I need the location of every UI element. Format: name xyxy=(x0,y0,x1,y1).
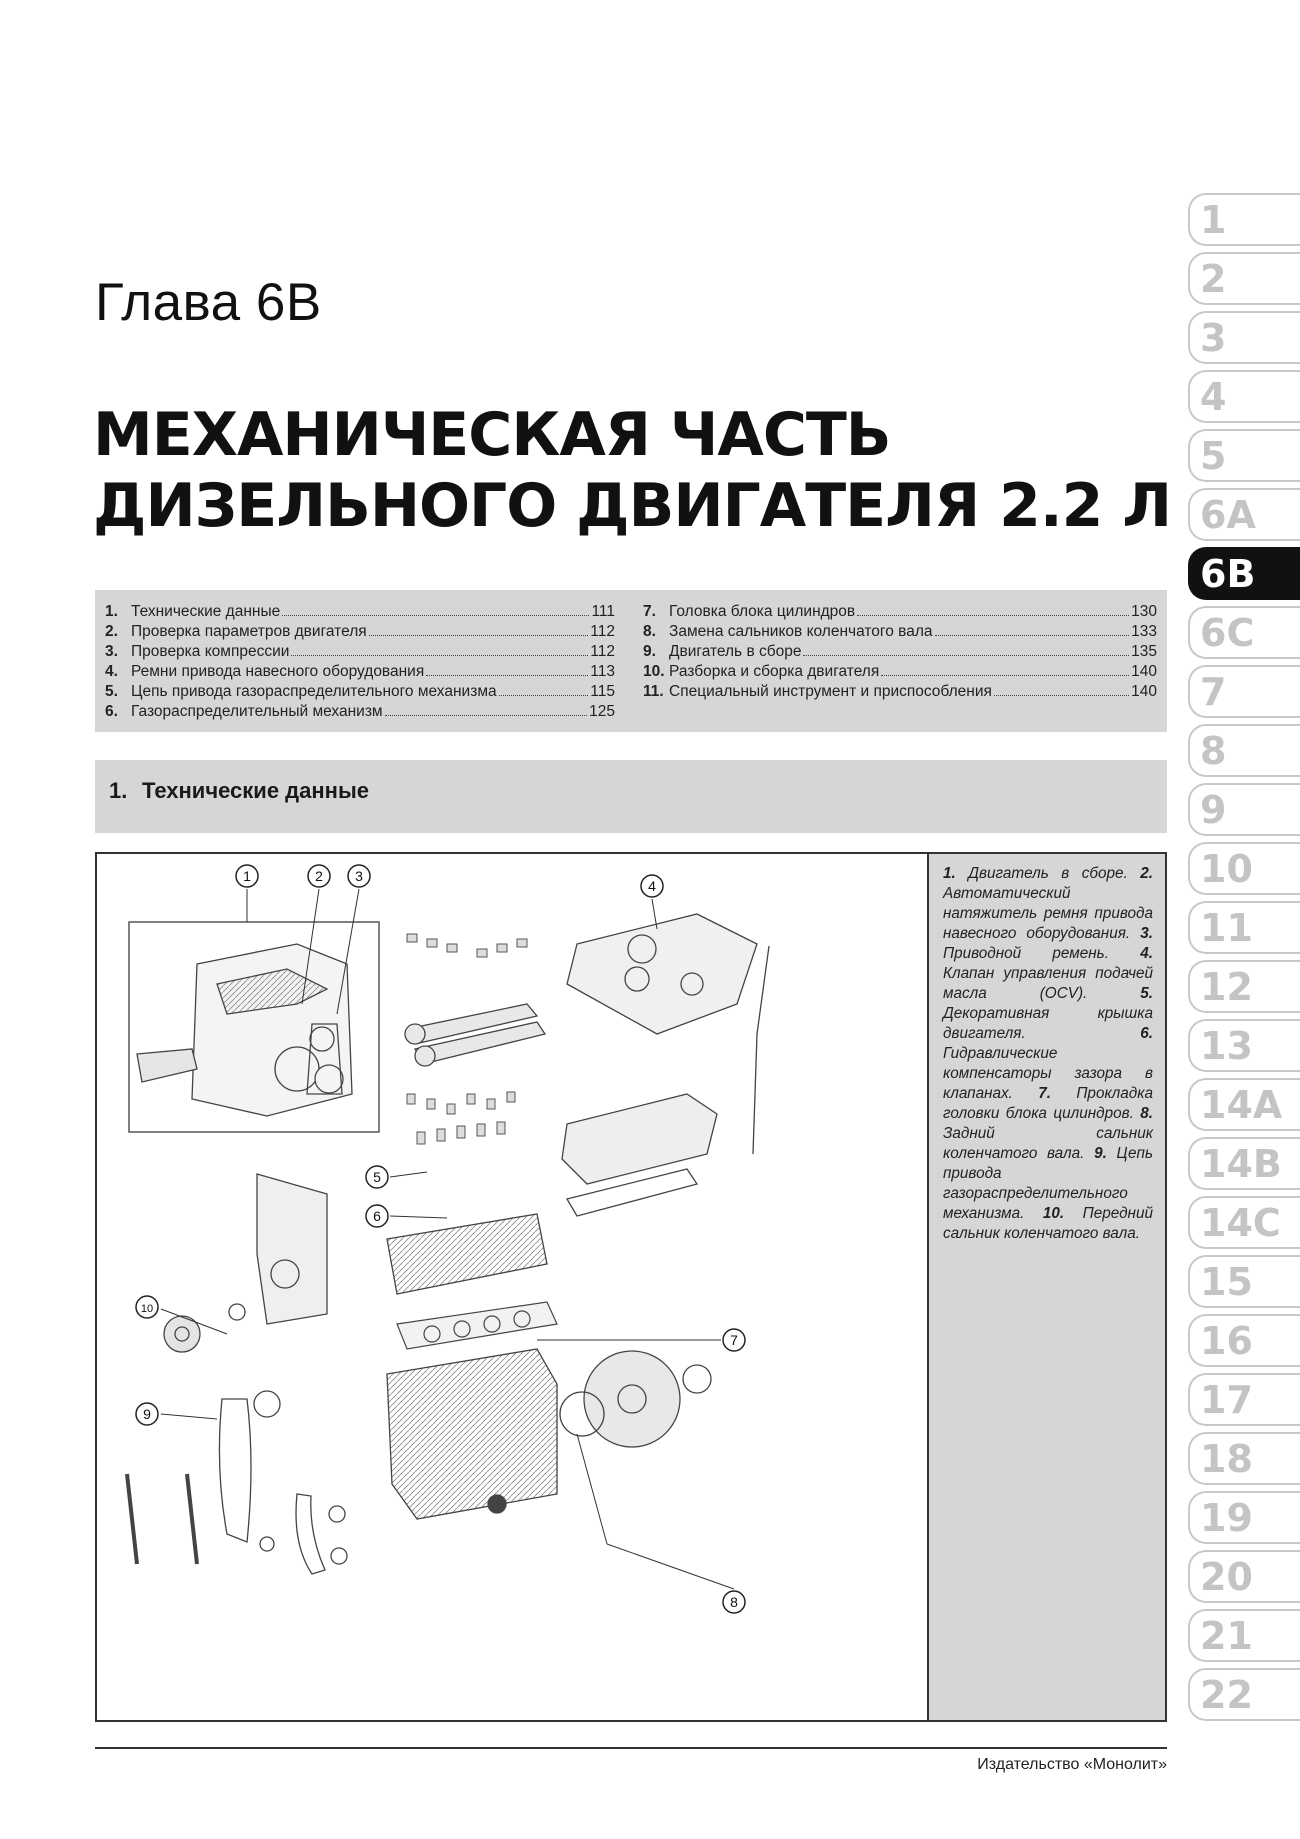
tab-label: 8 xyxy=(1200,729,1227,773)
toc-leader-dots xyxy=(935,635,1130,636)
tab-label: 15 xyxy=(1200,1260,1253,1304)
chapter-tab-13[interactable] xyxy=(1188,1016,1300,1075)
figure-caption xyxy=(927,854,1165,1720)
tab-label: 9 xyxy=(1200,788,1227,832)
toc-entry[interactable] xyxy=(105,622,615,642)
toc-entry-page: 135 xyxy=(1131,643,1157,660)
callout-2 xyxy=(308,865,330,887)
tab-label: 6A xyxy=(1200,493,1256,537)
chapter-tab-6a[interactable] xyxy=(1188,485,1300,544)
caption-item-number: 2. xyxy=(1140,865,1153,882)
toc-column-right xyxy=(643,602,1157,702)
toc-leader-dots xyxy=(994,695,1129,696)
tab-label: 19 xyxy=(1200,1496,1253,1540)
chapter-tab-7[interactable] xyxy=(1188,662,1300,721)
toc-entry[interactable] xyxy=(105,662,615,682)
toc-entry-page: 140 xyxy=(1131,663,1157,680)
toc-entry[interactable] xyxy=(643,642,1157,662)
callout-7 xyxy=(723,1329,745,1351)
toc-entry-title: Проверка компрессии xyxy=(131,643,290,660)
toc-entry-title: Двигатель в сборе xyxy=(669,643,802,660)
callout-label: 2 xyxy=(315,868,323,884)
tab-label: 17 xyxy=(1200,1378,1253,1422)
tab-label: 20 xyxy=(1200,1555,1253,1599)
toc-leader-dots xyxy=(369,635,589,636)
tab-label: 12 xyxy=(1200,965,1253,1009)
caption-item-number: 3. xyxy=(1140,925,1153,942)
chapter-tab-14b[interactable] xyxy=(1188,1134,1300,1193)
toc-leader-dots xyxy=(291,655,588,656)
toc-entry-title: Разборка и сборка двигателя xyxy=(669,663,880,680)
callout-label: 5 xyxy=(373,1169,381,1185)
flywheel-drawing xyxy=(560,1351,711,1447)
callout-6 xyxy=(366,1205,388,1227)
tab-label: 10 xyxy=(1200,847,1253,891)
toc-column-left xyxy=(105,602,615,722)
caption-item-text: Клапан управления подачей масла (OCV). xyxy=(943,965,1153,1002)
callout-8 xyxy=(723,1591,745,1613)
toc-leader-dots xyxy=(881,675,1129,676)
tab-label: 5 xyxy=(1200,434,1227,478)
toc-entry-page: 140 xyxy=(1131,683,1157,700)
chapter-tab-17[interactable] xyxy=(1188,1370,1300,1429)
toc-leader-dots xyxy=(803,655,1129,656)
tab-label: 3 xyxy=(1200,316,1227,360)
caption-item-text: Приводной ремень. xyxy=(943,945,1141,962)
toc-entry[interactable] xyxy=(105,682,615,702)
engine-exploded-diagram xyxy=(97,854,927,1720)
toc-entry-title: Технические данные xyxy=(131,603,281,620)
toc-entry-number: 5. xyxy=(105,683,118,700)
toc-entry-number: 4. xyxy=(105,663,118,680)
toc-entry[interactable] xyxy=(643,602,1157,622)
toc-entry[interactable] xyxy=(643,682,1157,702)
toc-entry[interactable] xyxy=(105,702,615,722)
caption-item-number: 4. xyxy=(1140,945,1153,962)
toc-entry-page: 111 xyxy=(591,603,615,620)
caption-item-number: 10. xyxy=(1042,1205,1065,1222)
toc-entry-number: 10. xyxy=(643,663,665,680)
caption-item-number: 9. xyxy=(1094,1145,1107,1162)
chapter-tab-21[interactable] xyxy=(1188,1606,1300,1665)
toc-entry-page: 112 xyxy=(590,623,615,640)
toc-entry-page: 130 xyxy=(1131,603,1157,620)
engine-block-drawing xyxy=(387,1349,557,1519)
callout-label: 10 xyxy=(140,1303,154,1315)
caption-item-number: 8. xyxy=(1140,1105,1153,1122)
toc-entry-title: Проверка параметров двигателя xyxy=(131,623,367,640)
toc-entry-title: Специальный инструмент и приспособления xyxy=(669,683,992,700)
toc-leader-dots xyxy=(385,715,588,716)
table-of-contents xyxy=(95,590,1167,732)
caption-item-text: Задний сальник коленчатого вала. xyxy=(943,1125,1153,1162)
toc-entry-number: 9. xyxy=(643,643,656,660)
callout-1 xyxy=(236,865,258,887)
callout-9 xyxy=(136,1403,158,1425)
callout-4 xyxy=(641,875,663,897)
chapter-tab-4[interactable] xyxy=(1188,367,1300,426)
toc-entry-page: 112 xyxy=(590,643,615,660)
toc-leader-dots xyxy=(499,695,589,696)
toc-entry-number: 7. xyxy=(643,603,656,620)
chapter-tab-12[interactable] xyxy=(1188,957,1300,1016)
tab-label: 2 xyxy=(1200,257,1227,301)
toc-entry-page: 133 xyxy=(1131,623,1157,640)
head-gasket-drawing xyxy=(397,1302,557,1349)
caption-item-number: 1. xyxy=(943,865,956,882)
tab-label: 21 xyxy=(1200,1614,1253,1658)
tab-label: 7 xyxy=(1200,670,1227,714)
toc-entry-number: 6. xyxy=(105,703,118,720)
tab-label: 16 xyxy=(1200,1319,1253,1363)
toc-entry-page: 115 xyxy=(590,683,615,700)
callout-label: 9 xyxy=(143,1406,151,1422)
title-line-2: ДИЗЕЛЬНОГО ДВИГАТЕЛЯ 2.2 Л xyxy=(93,470,1172,541)
crank-pulley-drawing xyxy=(164,1304,245,1352)
caption-item-text: Автоматический натяжитель ремня привода навесного оборудования. xyxy=(943,885,1153,942)
section-number: 1. xyxy=(109,778,128,803)
callout-label: 4 xyxy=(648,878,656,894)
chapter-tab-8[interactable] xyxy=(1188,721,1300,780)
caption-item-number: 5. xyxy=(1140,985,1153,1002)
caption-item-text: Двигатель в сборе. xyxy=(955,865,1141,882)
chapter-tab-19[interactable] xyxy=(1188,1488,1300,1547)
toc-entry-number: 8. xyxy=(643,623,656,640)
callout-label: 7 xyxy=(730,1332,738,1348)
toc-entry-title: Головка блока цилиндров xyxy=(669,603,856,620)
timing-chain-drawing xyxy=(127,1391,347,1574)
toc-entry-page: 125 xyxy=(589,703,615,720)
tab-label: 1 xyxy=(1200,198,1227,242)
chapter-tab-9[interactable] xyxy=(1188,780,1300,839)
page-title xyxy=(93,400,1171,542)
chapter-tab-14a[interactable] xyxy=(1188,1075,1300,1134)
toc-entry[interactable] xyxy=(105,602,615,622)
toc-leader-dots xyxy=(857,615,1129,616)
chapter-tab-3[interactable] xyxy=(1188,308,1300,367)
toc-entry[interactable] xyxy=(105,642,615,662)
caption-item-text: Гидравлические компенсаторы зазора в клапанах. xyxy=(943,1045,1153,1102)
callout-label: 8 xyxy=(730,1594,738,1610)
tab-label: 11 xyxy=(1200,906,1253,950)
tab-label: 14C xyxy=(1200,1201,1281,1245)
toc-entry-number: 1. xyxy=(105,603,118,620)
tab-label: 14A xyxy=(1200,1083,1283,1127)
toc-entry[interactable] xyxy=(643,622,1157,642)
chapter-tab-18[interactable] xyxy=(1188,1429,1300,1488)
chapter-tab-14c[interactable] xyxy=(1188,1193,1300,1252)
caption-item-text: Декоративная крышка двигателя. xyxy=(943,1005,1153,1042)
chapter-tab-16[interactable] xyxy=(1188,1311,1300,1370)
chapter-tab-2[interactable] xyxy=(1188,249,1300,308)
toc-entry-title: Цепь привода газораспределительного механизма xyxy=(131,683,497,700)
chapter-tab-10[interactable] xyxy=(1188,839,1300,898)
chapter-tab-20[interactable] xyxy=(1188,1547,1300,1606)
engine-exploded-figure xyxy=(95,852,1167,1722)
toc-entry-title: Замена сальников коленчатого вала xyxy=(669,623,933,640)
cylinder-head-drawing xyxy=(387,1214,547,1294)
publisher-name: Издательство «Монолит» xyxy=(977,1756,1167,1773)
caption-item-text: Цепь привода газораспределительного механизма. xyxy=(943,1145,1153,1222)
toc-leader-dots xyxy=(426,675,588,676)
toc-entry-number: 11. xyxy=(643,683,664,700)
chapter-tabs xyxy=(1188,190,1300,1724)
chapter-tab-15[interactable] xyxy=(1188,1252,1300,1311)
callout-3 xyxy=(348,865,370,887)
callout-label: 6 xyxy=(373,1208,381,1224)
engine-assembly-drawing xyxy=(137,944,352,1116)
toc-entry-number: 3. xyxy=(105,643,118,660)
tab-label: 22 xyxy=(1200,1673,1253,1717)
tab-label: 6B xyxy=(1200,552,1256,596)
section-title: Технические данные xyxy=(142,778,369,803)
callout-5 xyxy=(366,1166,388,1188)
tab-label: 6C xyxy=(1200,611,1255,655)
chapter-tab-1[interactable] xyxy=(1188,190,1300,249)
title-line-1: МЕХАНИЧЕСКАЯ ЧАСТЬ xyxy=(93,400,891,470)
toc-entry-title: Газораспределительный механизм xyxy=(131,703,383,720)
callout-label: 1 xyxy=(243,868,251,884)
callout-10 xyxy=(136,1296,158,1318)
caption-item-text: Передний сальник коленчатого вала. xyxy=(943,1205,1153,1242)
timing-cover-drawing xyxy=(257,1174,327,1324)
tab-label: 4 xyxy=(1200,375,1227,419)
tab-label: 13 xyxy=(1200,1024,1253,1068)
chapter-label: Глава 6В xyxy=(95,273,322,332)
caption-item-number: 6. xyxy=(1140,1025,1153,1042)
callout-label: 3 xyxy=(355,868,363,884)
chapter-tab-6c[interactable] xyxy=(1188,603,1300,662)
toc-entry-title: Ремни привода навесного оборудования xyxy=(131,663,425,680)
chapter-tab-5[interactable] xyxy=(1188,426,1300,485)
toc-entry[interactable] xyxy=(643,662,1157,682)
valve-cover-drawing xyxy=(562,1094,717,1216)
dipstick-drawing xyxy=(753,946,769,1154)
tab-label: 14B xyxy=(1200,1142,1282,1186)
chapter-tab-22[interactable] xyxy=(1188,1665,1300,1724)
chapter-tab-6b[interactable] xyxy=(1188,544,1300,603)
tab-label: 18 xyxy=(1200,1437,1253,1481)
camshaft-drawing xyxy=(405,1004,545,1066)
section-header xyxy=(95,760,1167,833)
caption-item-number: 7. xyxy=(1038,1085,1052,1102)
engine-cover-drawing xyxy=(567,914,757,1034)
toc-leader-dots xyxy=(282,615,589,616)
toc-entry-number: 2. xyxy=(105,623,118,640)
footer-divider xyxy=(95,1747,1167,1749)
caption-item-text: Прокладка головки блока цилиндров. xyxy=(943,1085,1153,1122)
chapter-tab-11[interactable] xyxy=(1188,898,1300,957)
toc-entry-page: 113 xyxy=(590,663,615,680)
